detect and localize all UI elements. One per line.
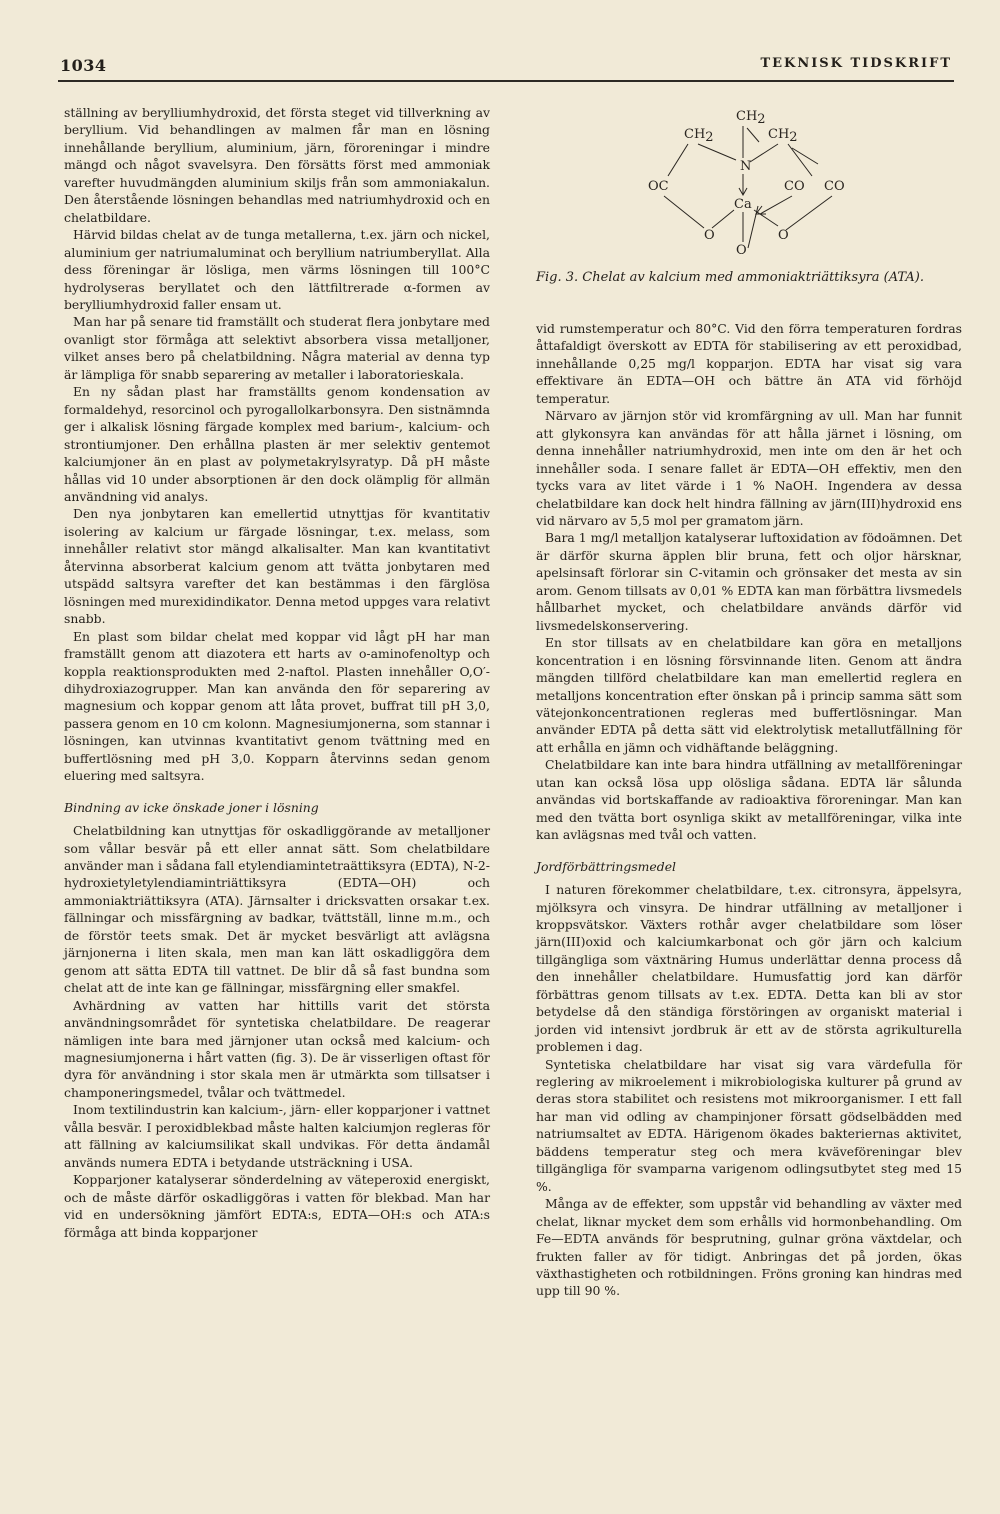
atom-label: N <box>740 159 752 174</box>
section-heading: Bindning av icke önskade joner i lösning <box>64 799 319 815</box>
chelate-structure-diagram <box>632 102 872 262</box>
figure-3 <box>536 102 962 302</box>
paragraph: Syntetiska chelatbildare har visat sig vara värdefulla för reglering av mikroelement i mikrobiologiska kulturer på grund av deras stora stabilitet och resistens mot mikroorganismer. I ett fall har man vid odling av champinjoner försatt gödselbädden med natriumsaltet av EDTA. Härigenom ökades bakteriernas aktivitet, bäddens temperatur steg och mera kväveföreningar blev tillgängliga för svamparna varigenom odlingsutbytet steg med 15 %. <box>536 1056 962 1194</box>
paragraph: Många av de effekter, som uppstår vid behandling av växter med chelat, liknar mycket dem som erhålls vid hormonbehandling. Om Fe—EDTA används för besprutning, gulnar gröna växtdelar, och frukten faller av för tidigt. Anbringas det på jorden, ökas växthastigheten och rotbildningen. Fröns groning kan hindras med upp till 90 %. <box>536 1196 962 1299</box>
paragraph: ställning av berylliumhydroxid, det första steget vid tillverkning av beryllium. Vid behandlingen av malmen får man en lösning innehållande beryllium, aluminium, järn, föroreningar i mindre mängd och något svavelsyra. Den försätts först med ammoniak varefter huvudmängden aluminium skiljs från som ammoniakalun. Den återstående lösningen behandlas med natriumhydroxid och en chelatbildare. <box>64 105 490 225</box>
paragraph: Bara 1 mg/l metalljon katalyserar luftoxidation av födoämnen. Det är därför skurna äpplen blir bruna, fett och oljor härsknar, apelsinsaft förlorar sin C-vitamin och grönsaker det mesta av sin arom. Genom tillsats av 0,01 % EDTA kan man förbättra livsmedels hållbarhet mycket, och chelatbildare används därför vid livsmedelskonservering. <box>536 530 962 633</box>
atom-label: CO <box>784 179 805 194</box>
paragraph: Chelatbildare kan inte bara hindra utfällning av metallföreningar utan kan också lösa upp olösliga sådana. EDTA lär sålunda användas vid bortskaffande av radioaktiva föroreningar. Man kan med den tvätta bort osynliga skikt av metallföreningar, vilka inte kan avlägsnas med tvål och vatten. <box>536 757 962 843</box>
atom-label: OC <box>648 179 669 194</box>
paragraph: Den nya jonbytaren kan emellertid utnyttjas för kvantitativ isolering av kalcium ur färgade lösningar, t.ex. melass, som innehåller relativt stor mängd alkalisalter. Man kan kvantitativt återvinna absorberat kalcium genom att tvätta jonbytaren med utspädd saltsyra varefter det kan bestämmas i den färglösa lösningen med murexidindikator. Denna metod uppges vara relativt snabb. <box>64 506 490 627</box>
right-column <box>536 320 962 1300</box>
running-head: TEKNISK TIDSKRIFT <box>760 56 952 71</box>
page-number: 1034 <box>60 56 107 75</box>
figure-caption: Fig. 3. Chelat av kalcium med ammoniaktriättiksyra (ATA). <box>536 270 924 285</box>
atom-label: O <box>736 243 747 258</box>
paragraph: Kopparjoner katalyserar sönderdelning av väteperoxid energiskt, och de måste därför oskadliggöras i vatten för blekbad. Man har vid en undersökning jämfört EDTA:s, EDTA—OH:s och ATA:s förmåga att binda kopparjoner <box>64 1172 490 1240</box>
paragraph: En stor tillsats av en chelatbildare kan göra en metalljons koncentration i en lösning försvinnande liten. Genom att ändra mängden tillförd chelatbildare kan man emellertid reglera en metalljons koncentration efter önskan på i princip samma sätt som vätejonkoncentrationen regleras med buffertlösningar. Man använder EDTA på detta sätt vid elektrolytisk metallutfällning för att erhålla en jämn och vidhäftande beläggning. <box>536 635 962 755</box>
atom-label: O <box>778 228 789 243</box>
paragraph: Härvid bildas chelat av de tunga metallerna, t.ex. järn och nickel, aluminium ger natriumaluminat och beryllium natriumberyllat. Alla dess föreningar är lösliga, men värms lösningen till 100°C hydrolyseras beryllatet och den lättfiltrerade α-formen av berylliumhydroxid faller ensam ut. <box>64 227 490 312</box>
paragraph: En ny sådan plast har framställts genom kondensation av formaldehyd, resorcinol och pyrogallolkarbonsyra. Den sistnämnda ger i alkalisk lösning färgade komplex med barium-, kalcium- och strontiumjoner. Den erhållna plasten är mer selektiv gentemot kalciumjoner än en plast av polymetakrylsyratyp. Då pH måste hållas vid 10 under absorptionen är den dock olämplig för allmän användning vid analys. <box>64 384 490 504</box>
atom-label: CH2 <box>684 127 714 145</box>
atom-label: CH2 <box>768 127 798 145</box>
bonds <box>664 126 832 248</box>
paragraph: Avhärdning av vatten har hittills varit det största användningsområdet för syntetiska chelatbildare. De reagerar nämligen inte bara med järnjoner utan också med kalcium- och magnesiumjonerna i hårt vatten (fig. 3). De är visserligen oftast för dyra för användning i stor skala men är utmärkta som tillsatser i champoneringsmedel, tvålar och tvättmedel. <box>64 997 490 1100</box>
atom-label: O <box>704 228 715 243</box>
atom-label: Ca <box>734 197 752 212</box>
paragraph: Närvaro av järnjon stör vid kromfärgning av ull. Man har funnit att glykonsyra kan användas för att hålla järnet i lösning, om denna innehåller natriumhydroxid, men inte om den är het och innehåller soda. I senare fallet är EDTA—OH effektiv, men den tycks vara av litet värde i 1 % NaOH. Ingendera av dessa chelatbildare kan dock helt hindra fällning av järn(III)hydroxid ens vid närvaro av 5,5 mol per gramatom järn. <box>536 408 962 528</box>
paragraph: Man har på senare tid framställt och studerat flera jonbytare med ovanligt stor förmåga att selektivt absorbera vissa metalljoner, vilket anses bero på chelatbildning. Några material av denna typ är lämpliga för snabb separering av metaller i laboratorieskala. <box>64 314 490 382</box>
left-column <box>64 104 490 1241</box>
paragraph: I naturen förekommer chelatbildare, t.ex. citronsyra, äppelsyra, mjölksyra och vinsyra. De hindrar utfällning av metalljoner i kroppsvätskor. Växters rothår avger chelatbildare som löser järn(III)oxid och kalciumkarbonat och gör järn och kalcium tillgängliga som växtnäring Humus underlättar denna process då den innehåller chelatbildare. Humusfattig jord kan därför förbättras genom tillsats av t.ex. EDTA. Detta kan bli av stor betydelse då den ständiga förstöringen av organiskt material i jorden vid intensivt jordbruk är ett av de största agrikulturella problemen i dag. <box>536 882 962 1055</box>
atom-label: CO <box>824 179 845 194</box>
section-heading: Jordförbättringsmedel <box>536 858 676 874</box>
header-rule <box>58 80 954 82</box>
atom-label: CH2 <box>736 109 766 127</box>
paragraph: Inom textilindustrin kan kalcium-, järn- eller kopparjoner i vattnet vålla besvär. I peroxidblekbad måste halten kalciumjon regleras för att fällning av kalciumsilikat skall undvikas. För detta ändamål används numera EDTA i betydande utsträckning i USA. <box>64 1102 490 1170</box>
paragraph: Chelatbildning kan utnyttjas för oskadliggörande av metalljoner som vållar besvär på ett eller annat sätt. Som chelatbildare använder man i sådana fall etylendiamintetraättiksyra (EDTA), N-2-hydroxietyletylendiamintriättiksyra (EDTA—OH) och ammoniaktriättiksyra (ATA). Järnsalter i dricksvatten orsakar t.ex. fällningar och missfärgning av badkar, tvättställ, linne m.m., och de förstör teets smak. Det är mycket besvärligt att avlägsna järnjonerna i liten skala, men man kan lätt oskadliggöra dem genom att sätta EDTA till vattnet. De blir då så fast bundna som chelat att de inte kan ge fällningar, missfärgning eller smakfel. <box>64 823 490 996</box>
paragraph: En plast som bildar chelat med koppar vid lågt pH har man framställt genom att diazotera ett harts av o-aminofenoltyp och koppla reaktionsprodukten med 2-naftol. Plasten innehåller O,O′-dihydroxiazogrupper. Man kan använda den för separering av magnesium och koppar genom att låta provet, buffrat till pH 3,0, passera genom en 10 cm kolonn. Magnesiumjonerna, som stannar i lösningen, kan utvinnas kvantitativt genom tvättning med en buffertlösning med pH 3,0. Kopparn återvinns sedan genom eluering med saltsyra. <box>64 628 490 784</box>
paragraph: vid rumstemperatur och 80°C. Vid den förra temperaturen fordras åttafaldigt överskott av EDTA för stabilisering av ett peroxidbad, innehållande 0,25 mg/l kopparjon. EDTA har visat sig vara effektivare än EDTA—OH och bättre än ATA vid förhöjd temperatur. <box>536 321 962 406</box>
